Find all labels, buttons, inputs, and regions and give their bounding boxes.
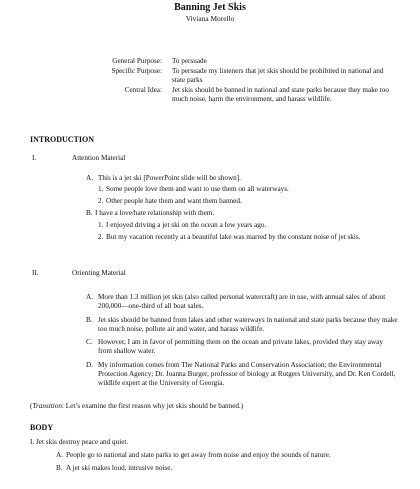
specific-purpose-label: Specific Purpose:: [111, 67, 162, 75]
transition-label: Transition: [32, 402, 62, 410]
list-item-text: However, I am in favor of permitting them on the ocean and private lakes, provided they stay away from shallow water.: [98, 338, 383, 355]
list-item-text: My information comes from The National Parks and Conservation Association; the Environmental Protection Agency; Dr. Joanna Burger, professor of biology at Rutgers University, and Dr. Ken Cordell, wildlife expert at the University of Georgia.: [98, 361, 396, 387]
list-item-marker: A.: [86, 174, 93, 182]
list-item-marker: B.: [86, 209, 93, 217]
list-item-marker: C.: [86, 338, 93, 346]
specific-purpose-value: To persuade my listeners that jet skis should be prohibited in national and state parks: [172, 67, 384, 84]
introduction-heading: INTRODUCTION: [30, 135, 95, 144]
list-item-marker: 2.: [98, 233, 104, 241]
list-item-marker: 2.: [98, 197, 104, 205]
list-item-marker: A.: [56, 451, 63, 459]
list-item-text: Some people love them and want to use them on all waterways.: [106, 185, 289, 193]
body-main-point: I. Jet skis destroy peace and quiet.: [30, 438, 129, 446]
list-item-text: A jet ski makes loud, intrusive noise.: [66, 464, 173, 472]
transition-line: (Transition: Let’s examine the first reason why jet skis should be banned.): [30, 402, 244, 410]
list-item-text: This is a jet ski [PowerPoint slide will be shown].: [98, 174, 241, 182]
list-item-marker: 1.: [98, 185, 104, 193]
list-item-marker: 1.: [98, 221, 104, 229]
list-item-text: Other people hate them and want them banned.: [106, 197, 242, 205]
transition-text: : Let’s examine the first reason why jet skis should be banned.: [61, 402, 241, 410]
body-heading: BODY: [30, 423, 54, 432]
list-item-text: More than 1.3 million jet skis (also called personal watercraft) are in use, with annual sales of about 200,000—one-third of all boat sales.: [98, 293, 386, 310]
central-idea-label: Central Idea:: [124, 86, 162, 94]
attention-title: Attention Material: [72, 154, 126, 162]
author-name: Viviana Morello: [185, 14, 235, 23]
list-item-marker: A.: [86, 293, 93, 301]
list-item-text: Jet skis should be banned from lakes and other waterways in national and state parks because they make too much noise, pollute air and water, and harass wildlife.: [98, 316, 398, 333]
orienting-numeral: II.: [32, 269, 39, 277]
list-item-text: But my vacation recently at a beautiful lake was marred by the constant noise of jet skis.: [106, 233, 361, 241]
list-item-text: I enjoyed driving a jet ski on the ocean a few years ago.: [106, 221, 267, 229]
orienting-title: Orienting Material: [72, 269, 126, 277]
general-purpose-value: To persuade: [172, 57, 207, 65]
attention-numeral: I.: [32, 154, 37, 162]
list-item-marker: B.: [56, 464, 63, 472]
list-item-marker: B.: [86, 316, 93, 324]
list-item-text: I have a love/hate relationship with them.: [95, 209, 215, 217]
general-purpose-label: General Purpose:: [112, 57, 162, 65]
list-item-text: People go to national and state parks to get away from noise and enjoy the sounds of nature.: [66, 451, 331, 459]
document-title: Banning Jet Skis: [174, 2, 246, 13]
list-item-marker: D.: [86, 361, 93, 369]
central-idea-value: Jet skis should be banned in national and state parks because they make too much noise, harm the environment, and harass wildlife.: [172, 86, 389, 103]
